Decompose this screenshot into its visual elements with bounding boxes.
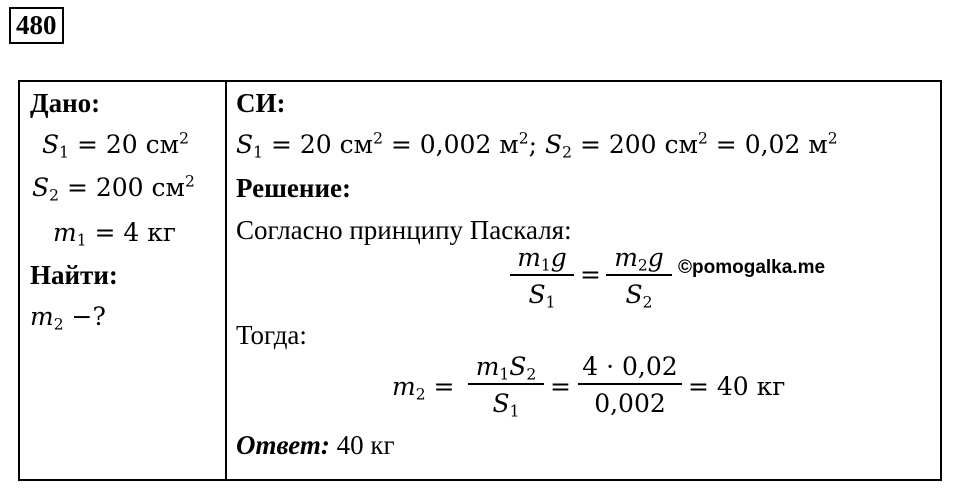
find-m2: $m_2$ −?	[30, 302, 106, 334]
answer-line	[236, 432, 395, 459]
answer-value: 40 кг	[329, 430, 395, 460]
find-heading: Найти:	[30, 260, 118, 290]
given-heading: Дано:	[30, 88, 101, 118]
si-conversions: $S_1 = 20$ $см^2 = 0,002$ $м^2$; $S_2 = 200$ $см^2 = 0,02$ $м^2$	[236, 129, 838, 162]
pascal-equals: =	[580, 260, 601, 289]
final-fraction-numeric: 4 · 0,02 0,002	[578, 354, 682, 416]
final-lhs: $m_2$ =	[392, 372, 455, 404]
watermark: ©pomogalka.me	[678, 257, 826, 278]
solution-table	[18, 80, 942, 481]
given-s1: $S_1 = 20$ $см^2$	[42, 129, 189, 162]
problem-number: 480	[9, 7, 64, 44]
pascal-text: Согласно принципу Паскаля:	[236, 215, 572, 245]
final-result: = 40 кг	[688, 372, 786, 401]
answer-label: Ответ:	[236, 430, 330, 460]
given-s2: $S_2 = 200$ $см^2$	[32, 172, 195, 205]
solution-heading: Решение:	[236, 173, 351, 203]
pascal-fraction-right: $m_2g$ $S_2$	[606, 245, 672, 307]
given-m1: $m_1 = 4$ кг	[53, 218, 177, 250]
final-fraction-symbolic: $m_1S_2$ $S_1$	[468, 354, 544, 416]
pascal-fraction-left: $m_1g$ $S_1$	[510, 245, 574, 307]
column-divider	[225, 82, 227, 479]
final-equals-2: =	[550, 372, 571, 401]
si-heading: СИ:	[236, 88, 286, 118]
then-text: Тогда:	[236, 320, 307, 350]
